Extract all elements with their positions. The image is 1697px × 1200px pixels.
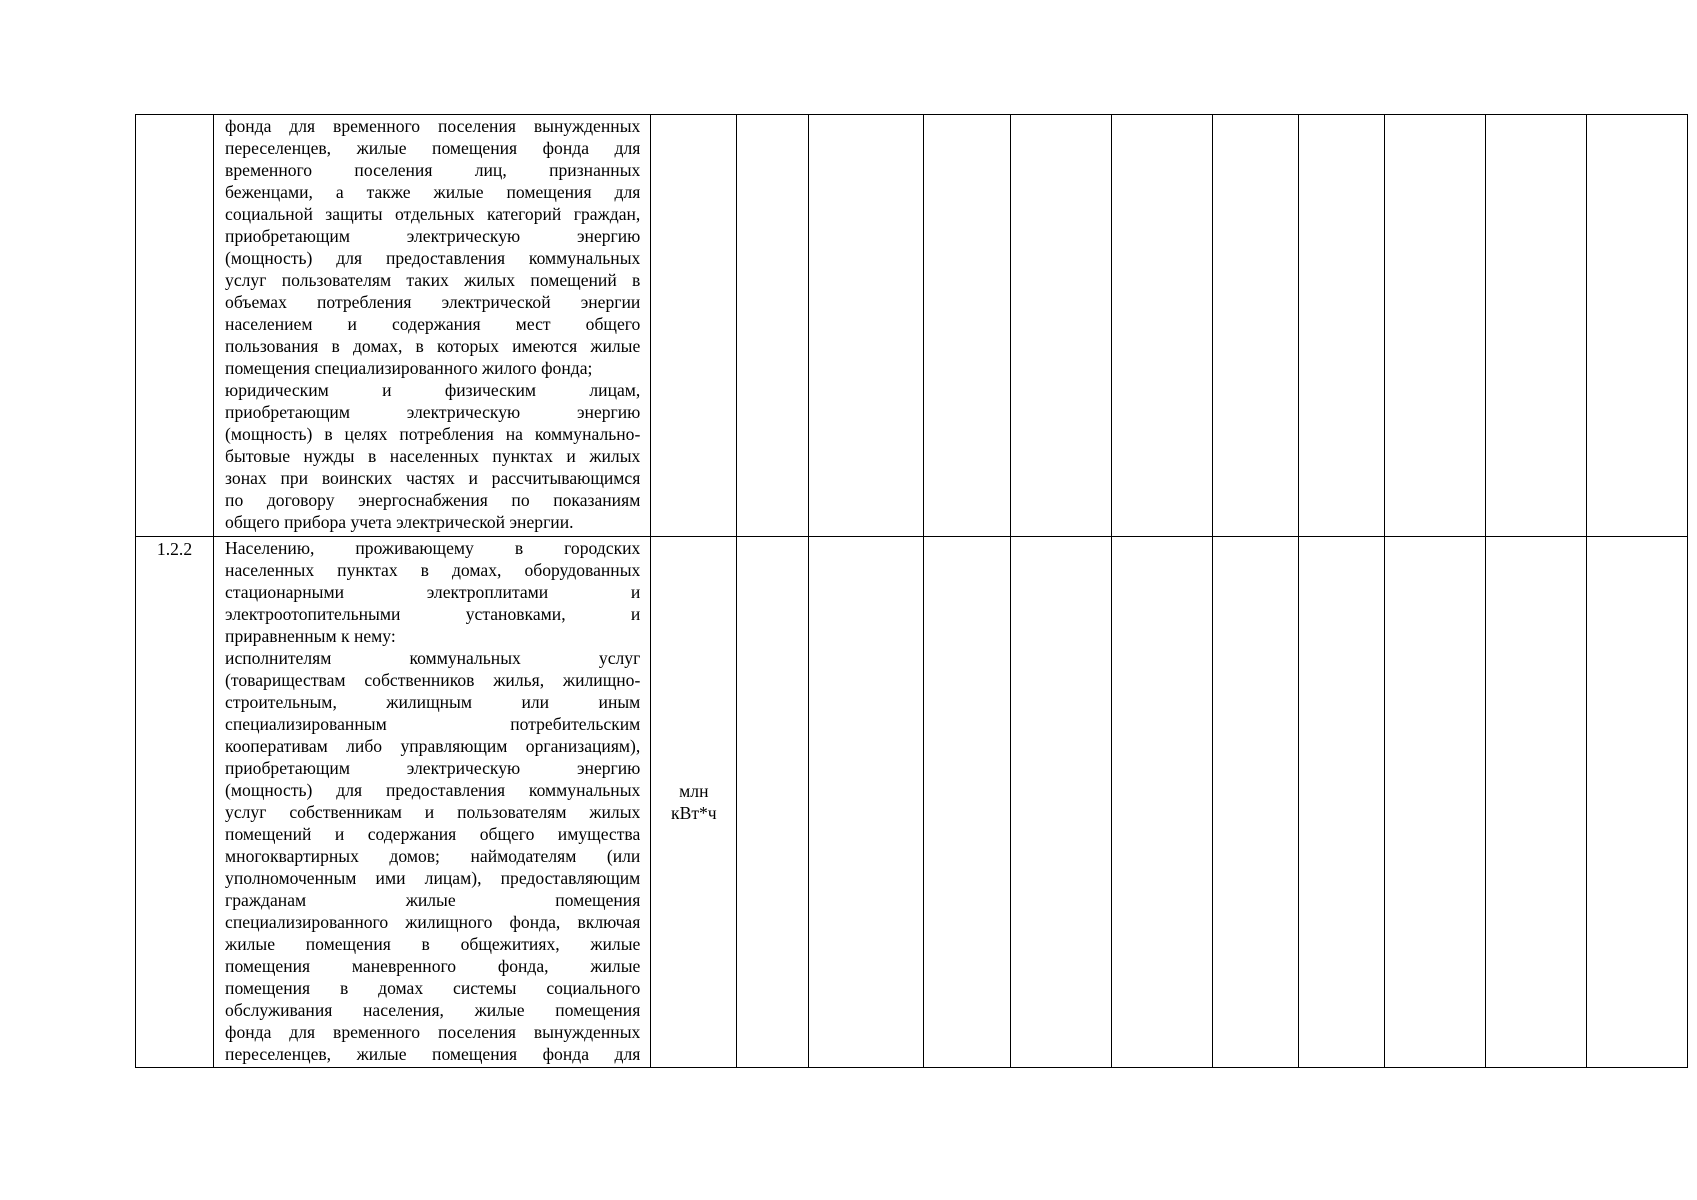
row-number-cell bbox=[136, 537, 214, 1068]
empty-cell bbox=[1384, 537, 1485, 1068]
description-line: приобретающим электрическую энергию bbox=[225, 758, 641, 778]
empty-cell bbox=[1298, 537, 1384, 1068]
unit-cell bbox=[651, 537, 737, 1068]
unit-line-1: млн bbox=[679, 781, 709, 801]
description-line: юридическим и физическим лицам, bbox=[225, 380, 641, 400]
description-line: Населению, проживающему в городских bbox=[225, 538, 641, 558]
description-line: (мощность) в целях потребления на коммунально- bbox=[225, 424, 641, 444]
empty-cell bbox=[1384, 115, 1485, 537]
description-line: фонда для временного поселения вынужденных bbox=[225, 1022, 641, 1042]
description-line: населенных пунктах в домах, оборудованных bbox=[225, 560, 641, 580]
empty-cell bbox=[1298, 115, 1384, 537]
empty-cell bbox=[1010, 115, 1111, 537]
description-line: стационарными электроплитами и bbox=[225, 582, 641, 602]
empty-cell bbox=[1586, 537, 1687, 1068]
description-line: (мощность) для предоставления коммунальных bbox=[225, 248, 641, 268]
empty-cell bbox=[1212, 115, 1298, 537]
empty-cell bbox=[1485, 537, 1586, 1068]
empty-cell bbox=[1485, 115, 1586, 537]
table-row bbox=[136, 537, 1688, 1068]
empty-cell bbox=[1010, 537, 1111, 1068]
description-line: переселенцев, жилые помещения фонда для bbox=[225, 1044, 641, 1064]
tariff-table bbox=[135, 114, 1688, 1068]
empty-cell bbox=[737, 537, 809, 1068]
row-number: 1.2.2 bbox=[156, 539, 193, 559]
description-line: общего прибора учета электрической энергии. bbox=[225, 512, 574, 532]
description-line: приравненным к нему: bbox=[225, 626, 396, 646]
description-line: помещения в домах системы социального bbox=[225, 978, 641, 998]
description-line: многоквартирных домов; наймодателям (или bbox=[225, 846, 641, 866]
description-line: кооперативам либо управляющим организациям), bbox=[225, 736, 641, 756]
description-line: уполномоченным ими лицам), предоставляющим bbox=[225, 868, 641, 888]
description-line: помещения специализированного жилого фонда; bbox=[225, 358, 593, 378]
empty-cell bbox=[1111, 537, 1212, 1068]
empty-cell bbox=[924, 537, 1010, 1068]
description-text bbox=[214, 537, 650, 1065]
table-row bbox=[136, 115, 1688, 537]
description-line: услуг пользователям таких жилых помещений в bbox=[225, 270, 641, 290]
description-line: населением и содержания мест общего bbox=[225, 314, 641, 334]
description-line: электроотопительными установками, и bbox=[225, 604, 641, 624]
description-line: строительным, жилищным или иным bbox=[225, 692, 641, 712]
description-line: гражданам жилые помещения bbox=[225, 890, 641, 910]
row-number-cell bbox=[136, 115, 214, 537]
description-line: (товариществам собственников жилья, жилищно- bbox=[225, 670, 641, 690]
row-number bbox=[136, 115, 213, 116]
description-line: фонда для временного поселения вынужденных bbox=[225, 116, 641, 136]
description-line: бытовые нужды в населенных пунктах и жилых bbox=[225, 446, 641, 466]
empty-cell bbox=[924, 115, 1010, 537]
description-line: помещения маневренного фонда, жилые bbox=[225, 956, 641, 976]
description-line: обслуживания населения, жилые помещения bbox=[225, 1000, 641, 1020]
description-line: беженцами, а также жилые помещения для bbox=[225, 182, 641, 202]
unit-cell bbox=[651, 115, 737, 537]
description-line: жилые помещения в общежитиях, жилые bbox=[225, 934, 641, 954]
empty-cell bbox=[809, 537, 924, 1068]
description-line: помещений и содержания общего имущества bbox=[225, 824, 641, 844]
description-line: пользования в домах, в которых имеются жилые bbox=[225, 336, 641, 356]
description-line: объемах потребления электрической энергии bbox=[225, 292, 641, 312]
empty-cell bbox=[1586, 115, 1687, 537]
description-line: по договору энергоснабжения по показаниям bbox=[225, 490, 641, 510]
description-line: переселенцев, жилые помещения фонда для bbox=[225, 138, 641, 158]
empty-cell bbox=[1111, 115, 1212, 537]
description-cell bbox=[214, 115, 651, 537]
description-line: специализированным потребительским bbox=[225, 714, 641, 734]
empty-cell bbox=[809, 115, 924, 537]
description-line: социальной защиты отдельных категорий граждан, bbox=[225, 204, 641, 224]
description-text bbox=[214, 115, 650, 533]
empty-cell bbox=[1212, 537, 1298, 1068]
description-line: специализированного жилищного фонда, включая bbox=[225, 912, 641, 932]
description-cell bbox=[214, 537, 651, 1068]
description-line: приобретающим электрическую энергию bbox=[225, 402, 641, 422]
description-line: (мощность) для предоставления коммунальных bbox=[225, 780, 641, 800]
empty-cell bbox=[737, 115, 809, 537]
description-line: приобретающим электрическую энергию bbox=[225, 226, 641, 246]
description-line: услуг собственникам и пользователям жилых bbox=[225, 802, 641, 822]
unit-line-2: кВт*ч bbox=[671, 803, 717, 823]
description-line: зонах при воинских частях и рассчитывающимся bbox=[225, 468, 641, 488]
description-line: исполнителям коммунальных услуг bbox=[225, 648, 641, 668]
description-line: временного поселения лиц, признанных bbox=[225, 160, 641, 180]
